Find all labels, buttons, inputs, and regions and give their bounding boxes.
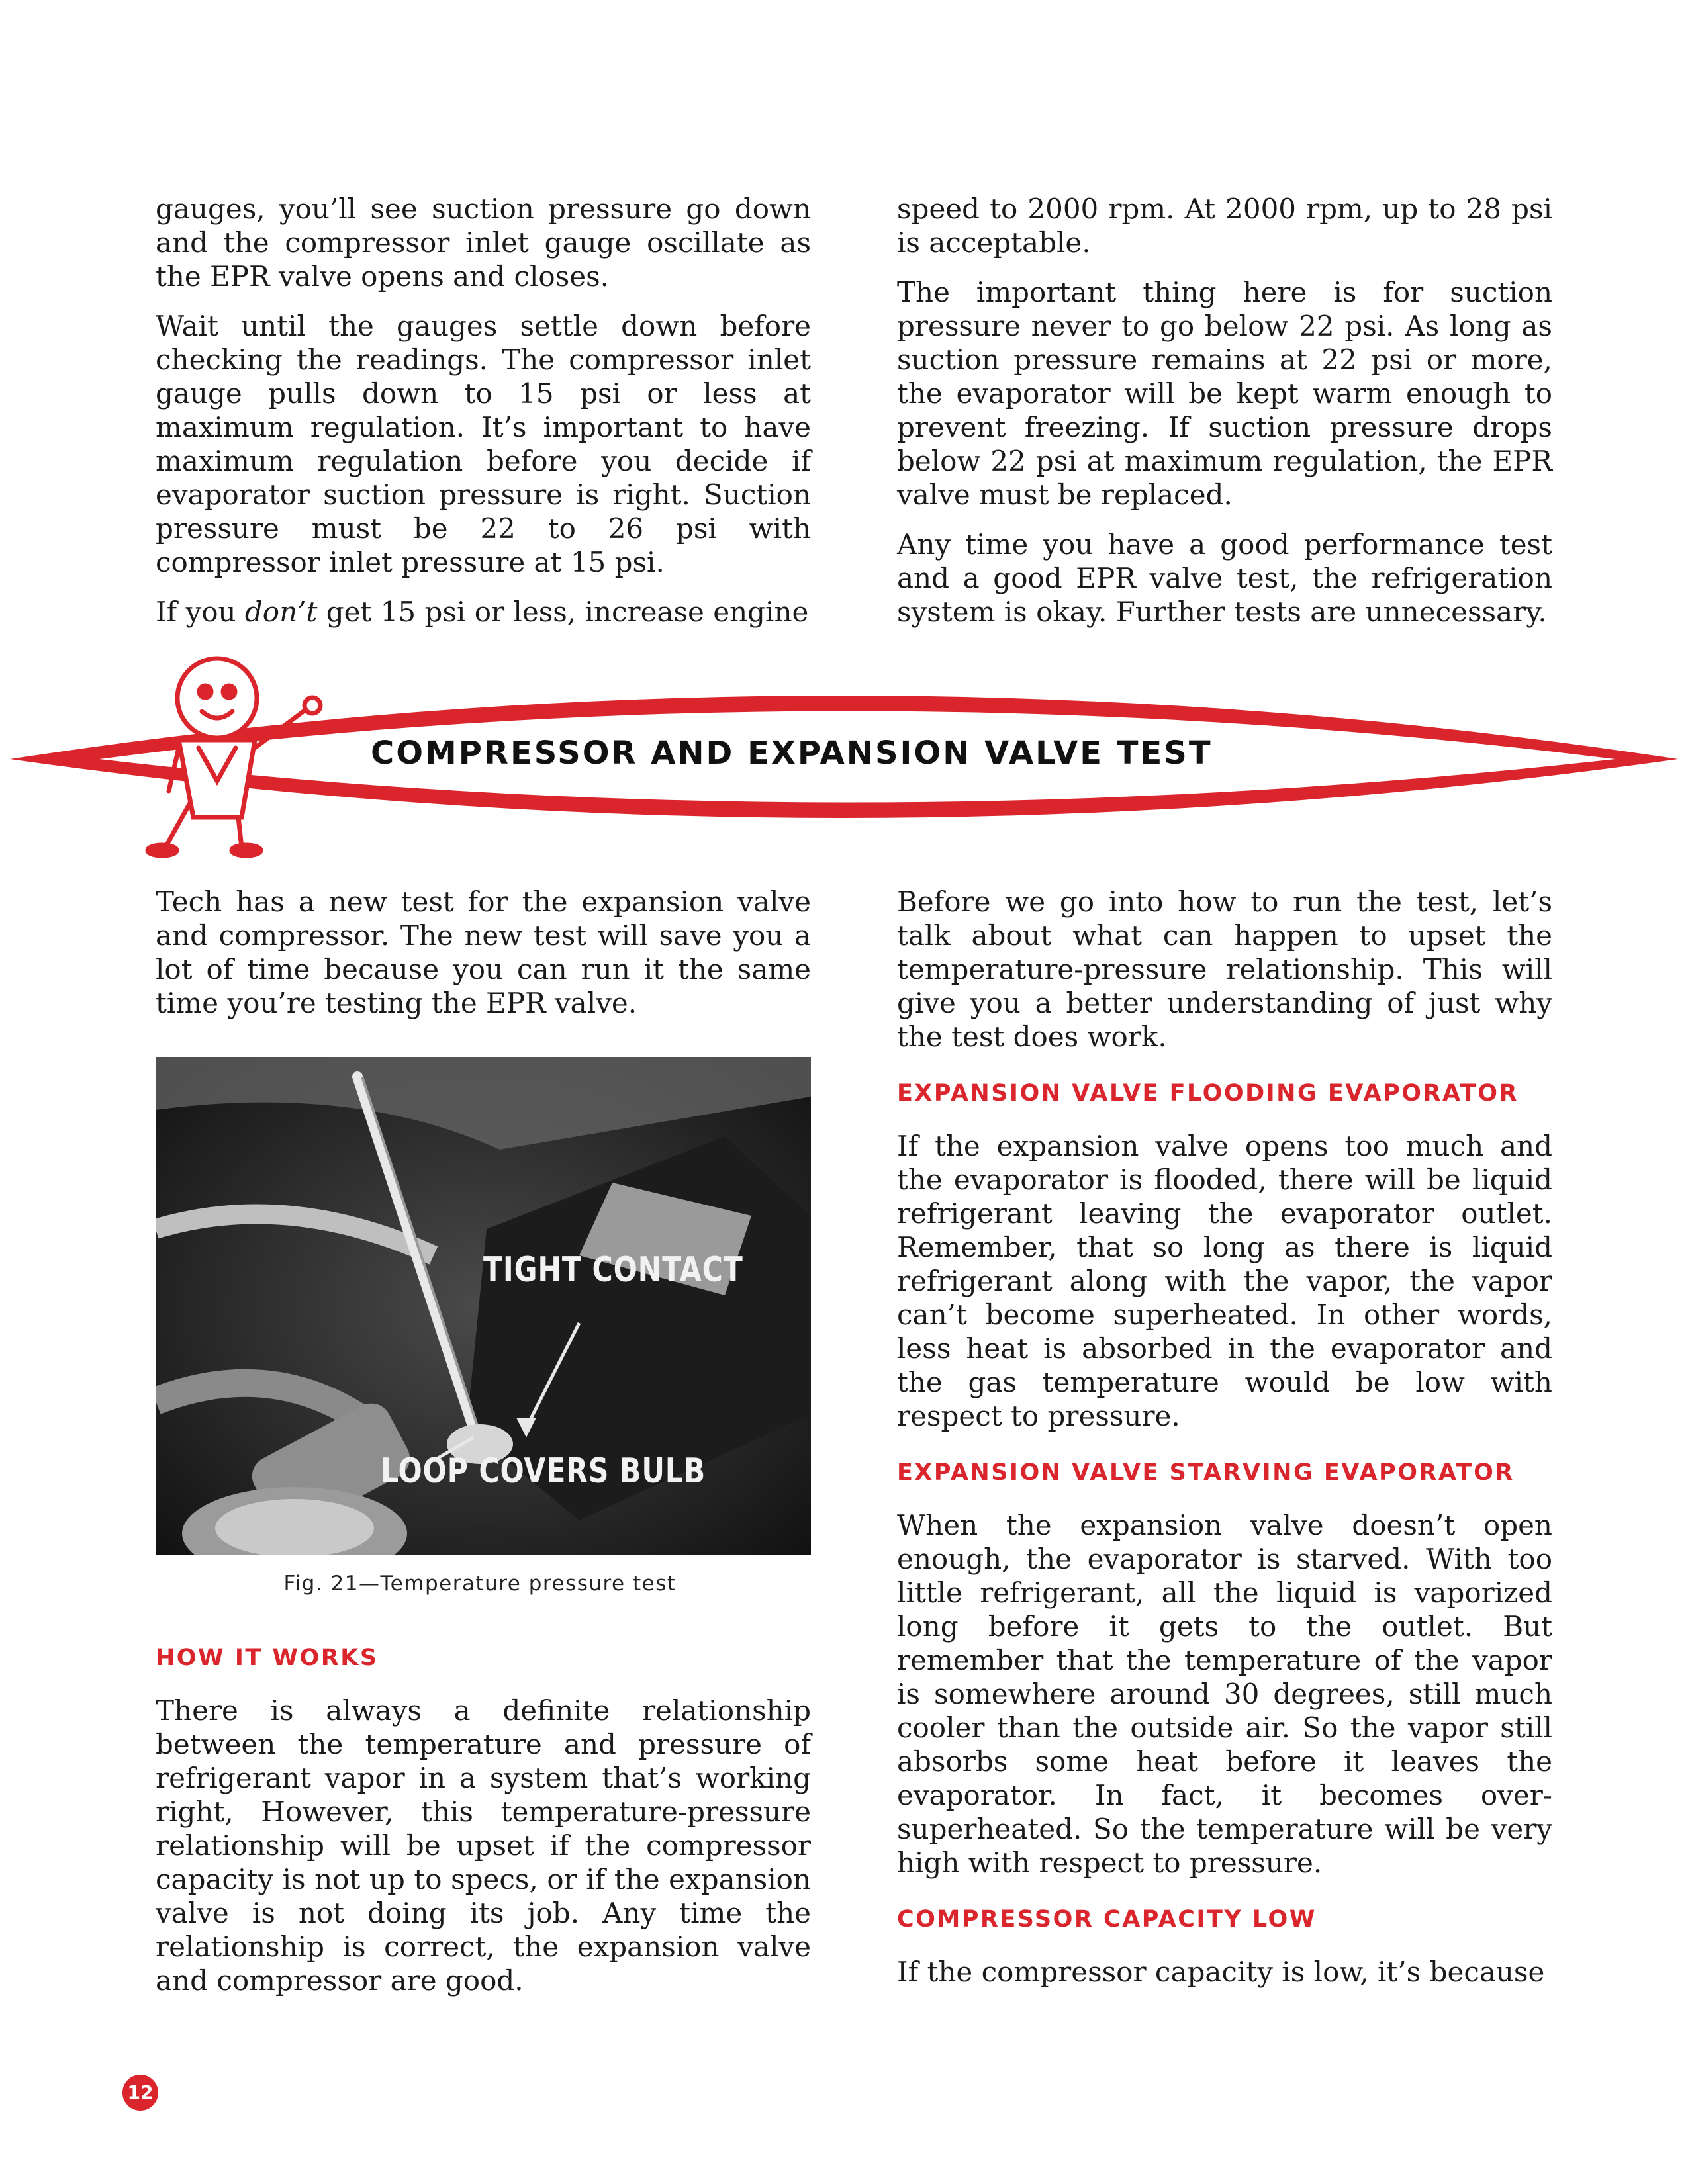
paragraph: If the compressor capacity is low, it’s because bbox=[897, 1956, 1545, 1988]
paragraph: Wait until the gauges settle down before checking the readings. The compressor inlet gauge pulls down to 15 psi or less at maximum regulation. It’s important to have maximum regulation before you decide if evaporator suction pressure is right. Suction pressure must be 22 to 26 psi with compressor inlet pressure at 15 psi. bbox=[156, 310, 811, 578]
paragraph: Any time you have a good performance test and a good EPR valve test, the refrigeration system is okay. Further tests are unnecessary. bbox=[897, 528, 1552, 628]
figure-caption: Fig. 21—Temperature pressure test bbox=[283, 1572, 677, 1596]
paragraph: The important thing here is for suction pressure never to go below 22 psi. As long as suction pressure remains at 22 psi or more, the evaporator will be kept warm enough to prevent freezing. If suction pressure drops below 22 psi at maximum regulation, the EPR valve must be replaced. bbox=[897, 276, 1552, 511]
top-right-column bbox=[897, 192, 1552, 629]
paragraph: gauges, you’ll see suction pressure go down and the compressor inlet gauge oscillate as the EPR valve opens and closes. bbox=[156, 193, 811, 293]
paragraph: Tech has a new test for the expansion valve and compressor. The new test will save you a lot of time because you can run it the same time you’re testing the EPR valve. bbox=[156, 886, 811, 1019]
left-intro bbox=[156, 885, 811, 1020]
top-left-column bbox=[156, 192, 811, 629]
section-heading: EXPANSION VALVE STARVING EVAPORATOR bbox=[897, 1459, 1515, 1486]
right-lower-column bbox=[897, 885, 1552, 1989]
figure-label-top: TIGHT CONTACT bbox=[483, 1250, 743, 1290]
paragraph: If you don’t get 15 psi or less, increase engine bbox=[156, 596, 809, 628]
section-heading: COMPRESSOR CAPACITY LOW bbox=[897, 1906, 1317, 1933]
figure-photo bbox=[156, 1057, 811, 1555]
paragraph: Before we go into how to run the test, let’s talk about what can happen to upset the temperature-pressure relationship. This will give you a better understanding of just why the test does work. bbox=[897, 886, 1552, 1053]
paragraph: If the expansion valve opens too much and the evaporator is flooded, there will be liquid refrigerant leaving the evaporator outlet. Remember, that so long as there is liquid refrigerant along with the vapor, the vapor can’t become superheated. In other words, less heat is absorbed in the evaporator and the gas temperature would be low with respect to pressure. bbox=[897, 1130, 1552, 1432]
paragraph: speed to 2000 rpm. At 2000 rpm, up to 28 psi is acceptable. bbox=[897, 193, 1552, 259]
paragraph: There is always a definite relationship between the temperature and pressure of refrigerant vapor in a system that’s working right, However, this temperature-pressure relationship will be upset if the compressor capacity is not up to specs, or if the expansion valve is not doing its job. Any time the relationship is correct, the expansion valve and compressor are good. bbox=[156, 1694, 811, 1997]
figure-label-bottom: LOOP COVERS BULB bbox=[381, 1451, 706, 1491]
page-number: 12 bbox=[122, 2075, 158, 2111]
left-how-it-works bbox=[156, 1645, 811, 1997]
section-title: COMPRESSOR AND EXPANSION VALVE TEST bbox=[371, 735, 1213, 772]
paragraph: When the expansion valve doesn’t open enough, the evaporator is starved. With too little refrigerant, all the liquid is vaporized long before it gets to the outlet. But remember that the temperature of the vapor is somewhere around 30 degrees, still much cooler than the outside air. So the vapor still absorbs some heat before it leaves the evaporator. In fact, it becomes over-superheated. So the temperature will be very high with respect to pressure. bbox=[897, 1509, 1552, 1879]
section-heading: HOW IT WORKS bbox=[156, 1645, 379, 1671]
section-heading: EXPANSION VALVE FLOODING EVAPORATOR bbox=[897, 1080, 1519, 1107]
